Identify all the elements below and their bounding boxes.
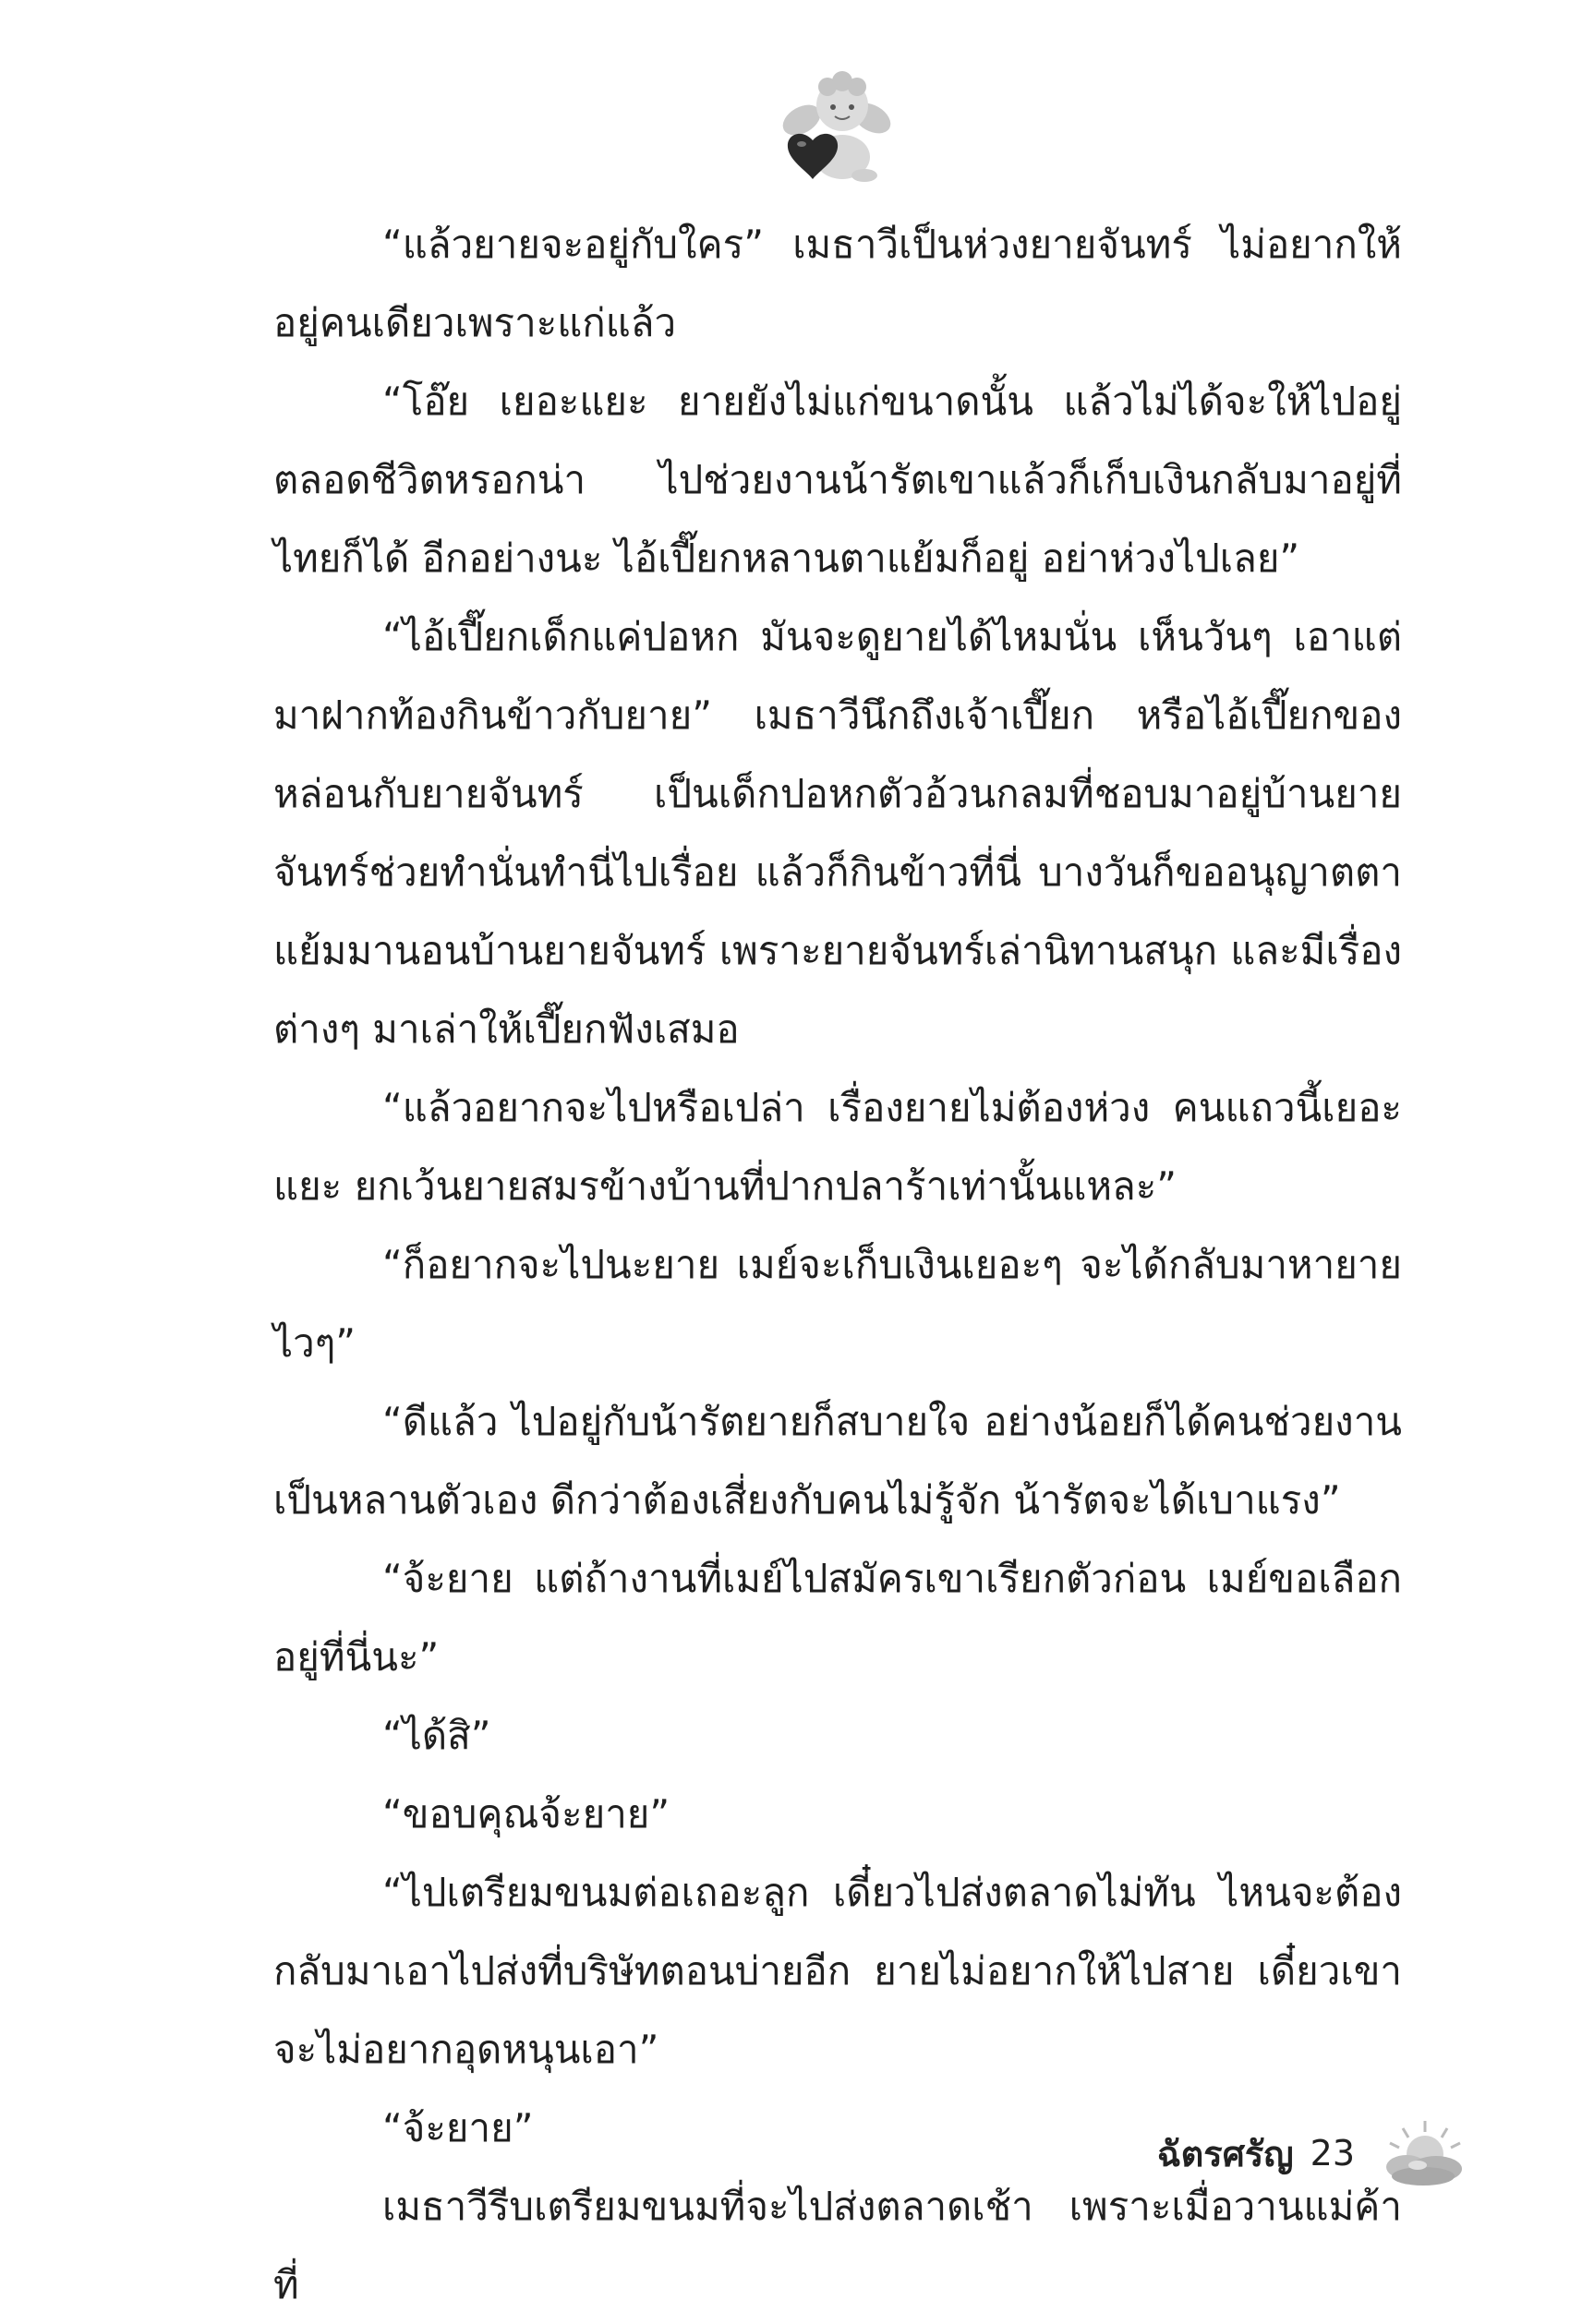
paragraph: “แล้วอยากจะไปหรือเปล่า เรื่องยายไม่ต้องห่วง คนแถวนี้เยอะแยะ ยกเว้นยายสมรข้างบ้านที่ปากปลาร้าเท่านั้นแหละ” [273,1085,1402,1209]
paragraph: “จ้ะยาย แต่ถ้างานที่เมย์ไปสมัครเขาเรียกตัวก่อน เมย์ขอเลือกอยู่ที่นี่นะ” [273,1556,1402,1680]
book-title: ฉัตรศรัญ [1156,2133,1294,2174]
paragraph: “ไอ้เปี๊ยกเด็กแค่ปอหก มันจะดูยายได้ไหมนั่น เห็นวันๆ เอาแต่มาฝากท้องกินข้าวกับยาย” เมธาวีนึกถึงเจ้าเปี๊ยก หรือไอ้เปี๊ยกของหล่อนกับยายจันทร์ เป็นเด็กปอหกตัวอ้วนกลมที่ชอบมาอยู่บ้านยายจันทร์ช่วยทำนั่นทำนี่ไปเรื่อย แล้วก็กินข้าวที่นี่ บางวันก็ขออนุญาตตาแย้มมานอนบ้านยายจันทร์ เพราะยายจันทร์เล่านิทานสนุก และมีเรื่องต่างๆ มาเล่าให้เปี๊ยกฟังเสมอ [273,614,1402,1052]
page-number: 23 [1310,2133,1355,2173]
cupid-holding-heart-icon [776,66,896,187]
paragraph: เมธาวีรีบเตรียมขนมที่จะไปส่งตลาดเช้า เพราะเมื่อวานแม่ค้าที่ [273,2184,1402,2307]
paragraph: “จ้ะยาย” [382,2105,534,2150]
sun-behind-clouds-icon [1379,2119,1471,2187]
paragraph: “ได้สิ” [382,1713,491,1758]
paragraph: “โอ๊ย เยอะแยะ ยายยังไม่แก่ขนาดนั้น แล้วไม่ได้จะให้ไปอยู่ตลอดชีวิตหรอกน่า ไปช่วยงานน้ารัตเขาแล้วก็เก็บเงินกลับมาอยู่ที่ไทยก็ได้ อีกอย่างนะ ไอ้เปี๊ยกหลานตาแย้มก็อยู่ อย่าห่วงไปเลย” [273,379,1402,581]
page-footer [1157,2116,1471,2190]
paragraph: “ขอบคุณจ้ะยาย” [382,1791,670,1836]
paragraph: “ดีแล้ว ไปอยู่กับน้ารัตยายก็สบายใจ อย่างน้อยก็ได้คนช่วยงานเป็นหลานตัวเอง ดีกว่าต้องเสี่ยงกับคนไม่รู้จัก น้ารัตจะได้เบาแรง” [273,1399,1402,1523]
paragraph: “ไปเตรียมขนมต่อเถอะลูก เดี๋ยวไปส่งตลาดไม่ทัน ไหนจะต้องกลับมาเอาไปส่งที่บริษัทตอนบ่ายอีก ยายไม่อยากให้ไปสาย เดี๋ยวเขาจะไม่อยากอุดหนุนเอา” [273,1870,1402,2072]
body-text [273,205,1402,2324]
paragraph: “ก็อยากจะไปนะยาย เมย์จะเก็บเงินเยอะๆ จะได้กลับมาหายายไวๆ” [273,1242,1402,1366]
paragraph: “แล้วยายจะอยู่กับใคร” เมธาวีเป็นห่วงยายจันทร์ ไม่อยากให้อยู่คนเดียวเพราะแก่แล้ว [273,222,1402,345]
